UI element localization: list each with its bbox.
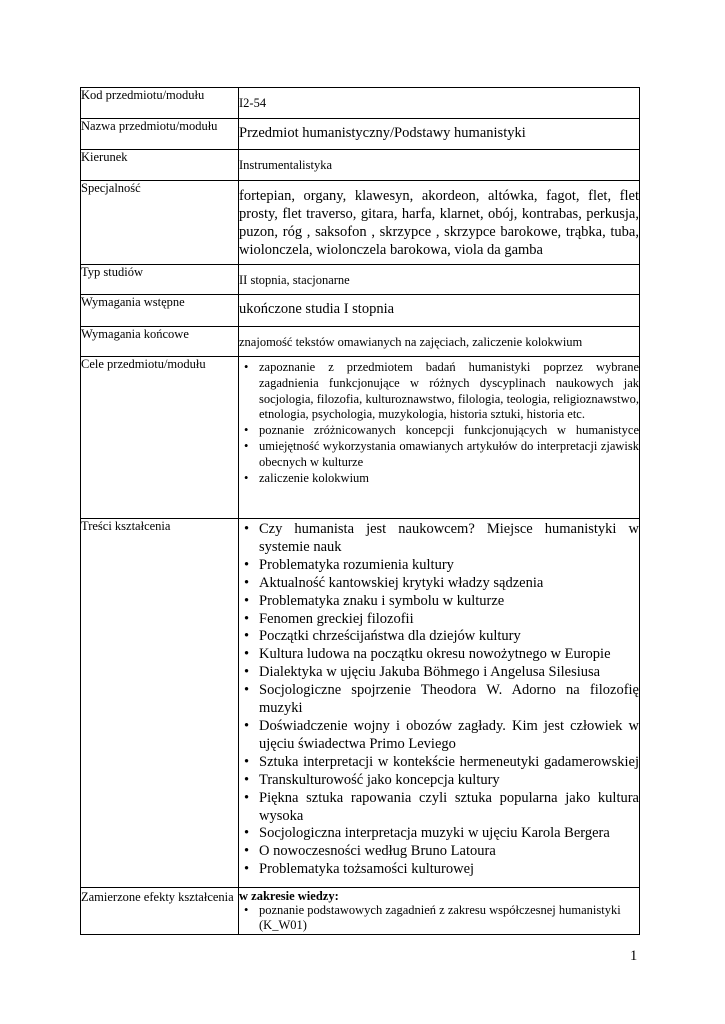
list-item: • Czy humanista jest naukowcem? Miejsce humanistyki w systemie nauk (244, 521, 639, 555)
bullet-icon: • (244, 861, 250, 878)
specjalnosc-value: fortepian, organy, klawesyn, akordeon, altówka, fagot, flet, flet prosty, flet traverso, gitara, harfa, klarnet, obój, kontrabas, perkusja, puzon, róg , saksofon , skrzypce , skrzypce barokowe, trąbka, tuba, wiolonczela, wiolonczela barokowa, viola da gamba (239, 181, 640, 265)
cele-list (239, 360, 639, 486)
nazwa-value: Przedmiot humanistyczny/Podstawy humanistyki (239, 119, 640, 150)
list-item: • poznanie podstawowych zagadnień z zakresu współczesnej humanistyki (K_W01) (244, 903, 621, 932)
bullet-icon: • (244, 789, 250, 806)
kod-label: Kod przedmiotu/modułu (81, 88, 239, 119)
list-item: • zapoznanie z przedmiotem badań humanistyki poprzez wybrane zagadnienia funkcjonujące w różnych dyscyplinach naukowych jak socjologia, filozofia, kulturoznawstwo, filologia, teologia, religioznawstwo, etnologia, psychologia, muzykologia, historia sztuki, historia etc. (244, 360, 639, 422)
list-item: • Problematyka tożsamości kulturowej (244, 861, 475, 878)
list-item: • Początki chrześcijaństwa dla dziejów kultury (244, 628, 521, 645)
bullet-icon: • (244, 825, 250, 842)
nazwa-label: Nazwa przedmiotu/modułu (81, 119, 239, 150)
list-item: • Problematyka rozumienia kultury (244, 556, 454, 573)
list-item: • umiejętność wykorzystania omawianych artykułów do interpretacji zjawisk obecnych w kulturze (244, 438, 639, 469)
bullet-icon: • (244, 646, 250, 663)
row-kod (81, 88, 640, 119)
list-item: • zaliczenie kolokwium (244, 470, 370, 485)
efekty-heading: w zakresie wiedzy: (239, 889, 339, 903)
bullet-icon: • (244, 843, 250, 860)
bullet-icon: • (244, 771, 250, 788)
kierunek-value: Instrumentalistyka (239, 150, 640, 181)
bullet-icon: • (244, 682, 250, 699)
wymagania-wstepne-value: ukończone studia I stopnia (239, 295, 640, 327)
row-efekty (81, 888, 640, 935)
list-item: • Kultura ludowa na początku okresu nowożytnego w Europie (244, 646, 611, 663)
list-item: • poznanie zróżnicowanych koncepcji funkcjonujących w humanistyce (244, 423, 639, 438)
typ-label: Typ studiów (81, 265, 239, 295)
bullet-icon: • (244, 610, 250, 627)
row-specjalnosc (81, 181, 640, 265)
bullet-icon: • (244, 717, 250, 734)
bullet-icon: • (244, 753, 250, 770)
list-item: • Fenomen greckiej filozofii (244, 610, 414, 627)
list-item: • O nowoczesności według Bruno Latoura (244, 843, 496, 860)
bullet-icon: • (244, 438, 249, 453)
wymagania-koncowe-value: znajomość tekstów omawianych na zajęciach, zaliczenie kolokwium (239, 327, 640, 357)
bullet-icon: • (244, 903, 249, 917)
bullet-icon: • (244, 592, 250, 609)
kod-value: I2-54 (239, 88, 640, 119)
wymagania-wstepne-label: Wymagania wstępne (81, 295, 239, 327)
syllabus-table (80, 87, 640, 935)
bullet-icon: • (244, 423, 249, 438)
cele-label: Cele przedmiotu/modułu (81, 357, 239, 519)
row-tresci (81, 519, 640, 888)
list-item: • Transkulturowość jako koncepcja kultury (244, 771, 500, 788)
bullet-icon: • (244, 360, 249, 374)
row-nazwa (81, 119, 640, 150)
efekty-list (239, 903, 639, 933)
list-item: • Dialektyka w ujęciu Jakuba Böhmego i Angelusa Silesiusa (244, 664, 601, 681)
bullet-icon: • (244, 556, 250, 573)
bullet-icon: • (244, 521, 250, 537)
row-wymagania-wstepne (81, 295, 640, 327)
tresci-label: Treści kształcenia (81, 519, 239, 888)
bullet-icon: • (244, 628, 250, 645)
row-cele (81, 357, 640, 519)
list-item: • Sztuka interpretacji w kontekście hermeneutyki gadamerowskiej (244, 753, 639, 770)
row-typ (81, 265, 640, 295)
wymagania-koncowe-label: Wymagania końcowe (81, 327, 239, 357)
typ-value: II stopnia, stacjonarne (239, 265, 640, 295)
specjalnosc-label: Specjalność (81, 181, 239, 265)
tresci-list (239, 521, 639, 879)
row-wymagania-koncowe (81, 327, 640, 357)
list-item: • Piękna sztuka rapowania czyli sztuka popularna jako kultura wysoka (244, 789, 639, 824)
list-item: • Socjologiczne spojrzenie Theodora W. Adorno na filozofię muzyki (244, 682, 639, 717)
bullet-icon: • (244, 470, 249, 485)
page-number: 1 (630, 948, 638, 964)
row-kierunek (81, 150, 640, 181)
list-item: • Aktualność kantowskiej krytyki władzy sądzenia (244, 574, 544, 591)
list-item: • Socjologiczna interpretacja muzyki w ujęciu Karola Bergera (244, 825, 610, 842)
kierunek-label: Kierunek (81, 150, 239, 181)
list-item: • Doświadczenie wojny i obozów zagłady. Kim jest człowiek w ujęciu świadectwa Primo Leviego (244, 717, 639, 752)
list-item: • Problematyka znaku i symbolu w kulturze (244, 592, 505, 609)
bullet-icon: • (244, 574, 250, 591)
efekty-label: Zamierzone efekty kształcenia (81, 888, 239, 935)
bullet-icon: • (244, 664, 250, 681)
